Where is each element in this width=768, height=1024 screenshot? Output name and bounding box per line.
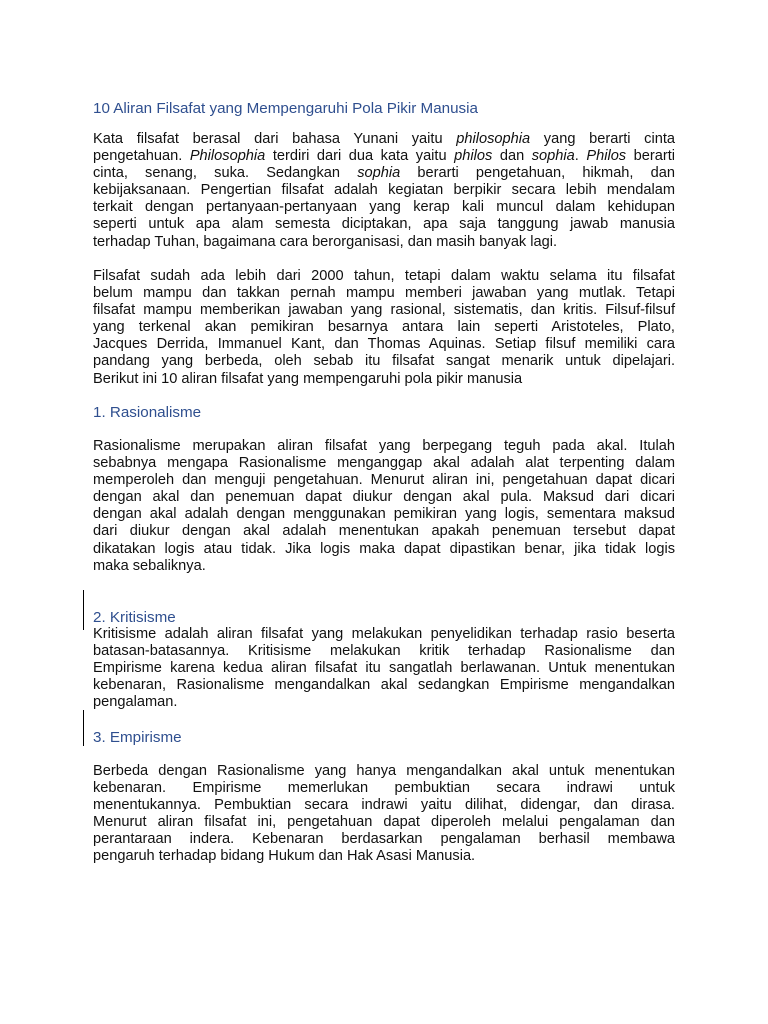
text-run: terhadap Tuhan, bagaimana cara berorganisasi, dan masih banyak lagi. (93, 233, 558, 250)
rasionalisme-paragraph (93, 438, 675, 575)
italic-term: sophia (357, 165, 401, 182)
text-run: berarti (626, 148, 676, 165)
italic-term: philos (454, 148, 493, 165)
text-run: . (574, 148, 587, 165)
text-run: pengetahuan. (93, 148, 190, 165)
text-run: cinta, senang, suka. Sedangkan (93, 165, 358, 182)
text-line: kebenaran. Empirisme memerlukan pembuktian secara indrawi untuk (93, 780, 675, 797)
text-run: Kata filsafat berasal dari bahasa Yunani yaitu (93, 131, 457, 147)
text-run: seperti untuk apa alam semesta diciptakan, apa saja tanggung jawab manusia (93, 216, 675, 233)
text-line: perantaraan indera. Kebenaran berdasarkan pengalaman berhasil membawa (93, 831, 675, 848)
text-line: dengan akal adalah dengan menggunakan pemikiran yang logis, sementara maksud (93, 506, 675, 523)
text-line: batasan-batasannya. Kritisisme melakukan kritik terhadap Rasionalisme dan (93, 643, 675, 660)
text-line: Jacques Derrida, Immanuel Kant, dan Thomas Aquinas. Setiap filsuf memiliki cara (93, 336, 675, 353)
text-line: maka sebaliknya. (93, 557, 206, 574)
text-run: terkait dengan pertanyaan-pertanyaan yang kerap kali muncul dalam kehidupan (93, 199, 675, 216)
text-line: Filsafat sudah ada lebih dari 2000 tahun, tetapi dalam waktu selama itu filsafat (93, 268, 675, 284)
text-cursor-marker (83, 590, 84, 630)
text-line: belum mampu dan takkan pernah mampu memberi jawaban yang mutlak. Tetapi (93, 285, 675, 302)
text-line (93, 216, 675, 233)
text-line: Kritisisme adalah aliran filsafat yang melakukan penyelidikan terhadap rasio beserta (93, 626, 675, 642)
text-run: kebijaksanaan. Pengertian filsafat adalah kegiatan berpikir secara lebih mendalam (93, 182, 675, 199)
text-run: terdiri dari dua kata yaitu (265, 148, 455, 165)
text-line: filsafat mampu memberikan jawaban yang rasional, sistematis, dan kritis. Filsuf-filsuf (93, 302, 675, 319)
text-line: Berbeda dengan Rasionalisme yang hanya mengandalkan akal untuk menentukan (93, 763, 675, 779)
text-line: kebenaran, Rasionalisme mengandalkan akal sedangkan Empirisme mengandalkan (93, 677, 675, 694)
section-heading-empirisme: 3. Empirisme (93, 729, 182, 746)
text-line: Berikut ini 10 aliran filsafat yang mempengaruhi pola pikir manusia (93, 370, 523, 387)
empirisme-paragraph (93, 763, 675, 866)
text-line: yang terkenal akan pemikiran besarnya antara lain seperti Aristoteles, Plato, (93, 319, 675, 336)
text-line: Menurut aliran filsafat ini, pengetahuan dapat diperoleh melalui pengalaman dan (93, 814, 675, 831)
text-line: pengalaman. (93, 694, 178, 711)
text-line: pandang yang berbeda, oleh sebab itu filsafat sangat menarik untuk dipelajari. (93, 353, 675, 370)
text-line (93, 165, 675, 182)
text-run: yang berarti cinta (530, 131, 675, 147)
italic-term: sophia (531, 148, 575, 165)
italic-term: Philos (586, 148, 627, 165)
text-line: Empirisme karena kedua aliran filsafat itu sangatlah berlawanan. Untuk menentukan (93, 660, 675, 677)
intro-paragraph (93, 131, 675, 251)
text-line (93, 131, 675, 148)
text-run: dan (492, 148, 532, 165)
text-run: berarti pengetahuan, hikmah, dan (400, 165, 675, 182)
history-paragraph (93, 268, 675, 388)
document-title: 10 Aliran Filsafat yang Mempengaruhi Pola Pikir Manusia (93, 100, 478, 117)
text-line: dari diukur dengan akal adalah menentukan apakah penemuan tersebut dapat (93, 523, 675, 540)
text-line: pengaruh terhadap bidang Hukum dan Hak Asasi Manusia. (93, 848, 476, 865)
section-heading-rasionalisme: 1. Rasionalisme (93, 404, 202, 421)
text-line: dengan akal dan penemuan dapat diukur dengan akal pula. Maksud dari dicari (93, 489, 675, 506)
text-line: dikatakan logis atau tidak. Jika logis maka dapat dipastikan benar, jika tidak logis (93, 540, 675, 557)
text-line: memperoleh dan menguji pengetahuan. Menurut aliran ini, pengetahuan dapat dicari (93, 472, 675, 489)
italic-term: philosophia (456, 131, 531, 147)
section-heading-kritisisme: 2. Kritisisme (93, 609, 176, 626)
text-line: sebabnya mengapa Rasionalisme menganggap akal adalah alat terpenting dalam (93, 455, 675, 472)
text-cursor-marker (83, 710, 84, 746)
text-line (93, 234, 675, 251)
text-line (93, 182, 675, 199)
kritisisme-paragraph (93, 626, 675, 711)
italic-term: Philosophia (189, 148, 266, 165)
text-line (93, 148, 675, 165)
text-line: Rasionalisme merupakan aliran filsafat yang berpegang teguh pada akal. Itulah (93, 438, 675, 454)
text-line (93, 199, 675, 216)
text-line: menentukannya. Pembuktian secara indrawi yaitu dilihat, didengar, dan dirasa. (93, 797, 675, 814)
